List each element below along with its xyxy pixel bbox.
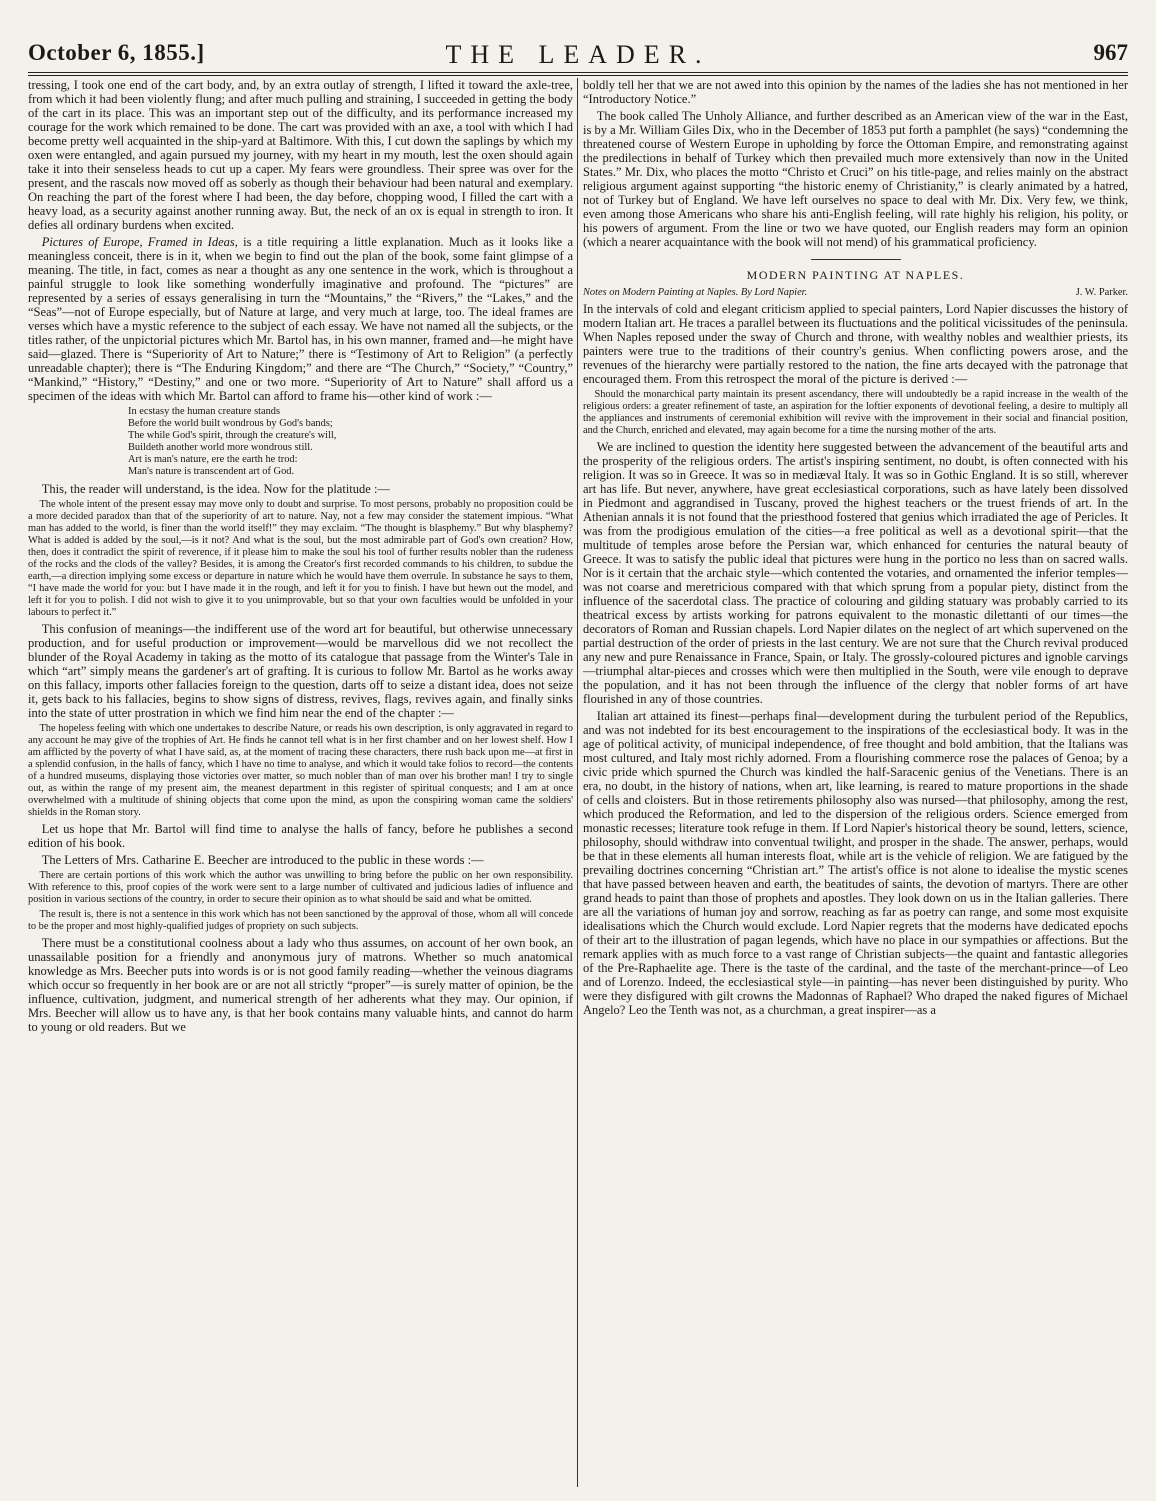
paragraph-intervals-of-criticism: In the intervals of cold and elegant criticism applied to special painters, Lord Napier discusses the history of modern Italian art. He traces a parallel between its fluctuations and the political vicissitudes of the peninsula. When Naples reposed under the sway of Church and throne, with wealthy nobles and wealthier priests, its painters were true to the traditions of their country's genius. When conflicting powers arose, and the revenues of the hierarchy were partially restored to the nation, the fine arts decayed with the patronage that encouraged them. From this retrospect the moral of the picture is derived :—	[583, 302, 1128, 386]
quote-monarchical-party: Should the monarchical party maintain its present ascendancy, there will undoubtedly be a rapid increase in the wealth of the religious orders: a greater refinement of taste, an aspiration for the loftier exponents of devotional feeling, a desire to multiply all the appliances and instruments of ceremonial exhibition will revive with the improvement in their social and financial position, and the Church, enriched and elevated, may again become for a time the nursing mother of the arts.	[583, 389, 1128, 436]
paragraph-italian-art: Italian art attained its finest—perhaps final—development during the turbulent period of the Republics, and was not indebted for its best encouragement to the inspirations of the ecclesiastical body. It was in the age of political activity, of municipal independence, of free thought and bold ambition, that the Italians was most cultured, and Italy most richly adorned. From a flourishing commerce rose the palaces of Genoa; by a civic pride which spurned the Church was kindled the half-Saracenic genius of the Venetians. There is an era, no doubt, in the history of nations, when art, like learning, is reared to mature proportions in the shade of cells and cloisters. But in those retirements philosophy also was nursed—that philosophy, among the rest, which produced the Reformation, and led to the dispersion of the religious orders. Science emerged from monastic recesses; literature took refuge in them. If Lord Napier's historical theory be sound, letters, science, philosophy, should withdraw into conventual twilight, and prosper in the shade. The answer, perhaps, would be that in these elements all human interests float, while art is the vehicle of religion. We are fatigued by the prevailing doctrines concerning “Christian art.” The artist's office is not alone to idealise the mystic scenes that have passed between heaven and earth, the beatitudes of saints, the devotion of martyrs. There are other grand heads to paint than those of prophets and apostles. They look down on us in the Italian galleries. There are all the variations of human joy and sorrow, reaching as far as poetry can range, and some most exquisite idealisations which the Church would exclude. Lord Napier regrets that the moderns have dedicated epochs of their art to the illustration of pagan legends, which have no place in our sympathies or affections. But the remark applies with as much force to a vast range of Christian subjects—the quaint and fantastic allegories of the Pre-Raphaelite age. There is the taste of the cardinal, and the taste of the merchant-prince—of Leo and of Lorenzo. Indeed, the ecclesiastical style—in painting—has never been distinguished by purity. Who were they disfigured with gilt crowns the Madonnas of Raphael? Who draped the naked figures of Michael Angelo? Leo the Tenth was not, as a churchman, a great inspirer—as a	[583, 709, 1128, 1017]
quote-hopeless-feeling: The hopeless feeling with which one undertakes to describe Nature, or reads his own description, is only aggravated in regard to any account he may give of the trophies of Art. He finds he cannot tell what is in her first chamber and on her lowest shelf. How I am afflicted by the poverty of what I have said, as, at the moment of tracing these characters, there rush back upon me—at first in a splendid confusion, in the halls of fancy, which I have no time to analyse, and which it would take folios to record—the contents of a hundred museums, displaying those victories over matter, so much nobler than of man over his brother man! I try to single out, as within the range of my present aim, the meanest department in this register of spiritual conquests; and I am at once overwhelmed with a multitude of shining objects that come upon the mind, as upon the conspiring woman came the soldiers' shields in the Roman story.	[28, 723, 573, 818]
column-divider	[577, 78, 578, 1487]
page-number: 967	[1093, 40, 1128, 65]
paragraph-halls-of-fancy: Let us hope that Mr. Bartol will find time to analyse the halls of fancy, before he publishes a second edition of his book.	[28, 822, 573, 850]
paragraph-oxen-cart: tressing, I took one end of the cart body, and, by an extra outlay of strength, I lifted it toward the axle-tree, from which it had been violently flung; and after much pulling and straining, I succeeded in getting the body of the cart in its place. This was an important step out of the difficulty, and its performance increased my courage for the work which remained to be done. The cart was provided with an axe, a tool with which I had become pretty well acquainted in the ship-yard at Baltimore. With this, I cut down the saplings by which my oxen were entangled, and again pursued my journey, with my heart in my mouth, lest the oxen should again take it into their senseless heads to cut up a caper. My fears were groundless. Their spree was over for the present, and the rascals now moved off as soberly as though their behaviour had been natural and exemplary. On reaching the part of the forest where I had been, the day before, chopping wood, I filled the cart with a heavy load, as a security against another running away. But, the neck of an ox is equal in strength to iron. It defies all ordinary burdens when excited.	[28, 78, 573, 232]
paragraph-pictures-of-europe: Pictures of Europe, Framed in Ideas, is a title requiring a little explanation. Much as it looks like a meaningless conceit, there is in it, when we begin to find out the plan of the book, some faint glimpse of a meaning. The title, in fact, comes as near a thought as any one sentence in the work, which is throughout a painful struggle to look like something wonderfully imaginative and profound. The “pictures” are represented by a series of essays generalising in turn the “Mountains,” the “Rivers,” the “Lakes,” and the “Seas”—not of Europe especially, but of Nature at large, and very much at large, too. The ideal frames are verses which have a mystic reference to the subject of each essay. We have not named all the subjects, or the titles rather, of the unpictorial pictures which Mr. Bartol has, in his own manner, framed and—he might have said—glazed. There is “Superiority of Art to Nature;” there is “Testimony of Art to Religion” (a perfectly unreadable chapter); there is “The Enduring Kingdom;” and there are “The Church,” “Society,” “Country,” “Mankind,” “History,” “Destiny,” and one or two more. “Superiority of Art to Nature” shall afford us a specimen of the ideas with which Mr. Bartol can afford to frame his—other kind of work :—	[28, 235, 573, 403]
poem-line: Buildeth another world more wondrous still.	[128, 442, 313, 453]
paragraph-question-identity: We are inclined to question the identity here suggested between the advancement of the beautiful arts and the prosperity of the religious orders. The artist's inspiring sentiment, no doubt, is often connected with his religion. It was so in Greece. It was so in mediæval Italy. It was so in Gothic England. It is so still, wherever art has life. But never, anywhere, have great ecclesiastical corporations, such as have lately been dissolved in Piedmont and aggrandised in Tuscany, proved the highest teachers or the truest friends of art. In the Athenian annals it is not found that the priesthood fostered that genius which irradiated the age of Pericles. It was from the prodigious emulation of the cities—a free political as well as a devotional spirit—that the multitude of temples arose before the Persian war, which enhanced for centuries the natural beauty of Greece. It was to satisfy the public ideal that pictures were hung in the portico no less than on sacred walls. Nor is it certain that the archaic style—which contented the votaries, and ornamented the inferior temples—was not coarse and meretricious compared with that which sprung from a popular piety, distinct from the influence of the sacerdotal class. The practice of colouring and gilding statuary was probably carried to its theatrical excess by artists working for patrons equivalent to the monastic dilettanti of our times—the decorators of Roman and Russian chapels. Lord Napier dilates on the neglect of art which supervened on the partial destruction of the order of priests in the last century. We are not sure that the Church revival produced any new and pure Renaissance in France, Spain, or Italy. The grossly-coloured pictures and ignoble carvings—triumphal altar-pieces and crosses which were then multiplied in the South, were vile enough to deprave the population, and it has not been through the influence of the clergy that nobler forms of art have flourished in any of those countries.	[583, 440, 1128, 706]
paragraph-confusion-of-meanings: This confusion of meanings—the indifferent use of the word art for beautiful, but otherwise unnecessary production, and for useful production or improvement—would be marvellous did we not recollect the blunder of the Royal Academy in taking as the motto of its catalogue that passage from the Winter's Tale in which “art” simply means the gardener's art of grafting. It is curious to follow Mr. Bartol as he works away on this fallacy, imports other fallacies foreign to the question, darts off to seize a distant idea, does not seize it, gets back to his fallacies, begins to show signs of distress, revives, flags, revives again, and finally sinks into the state of utter prostration in which we find him near the end of the chapter :—	[28, 622, 573, 720]
paragraph-constitutional-coolness: There must be a constitutional coolness about a lady who thus assumes, on account of her own book, an unassailable position for a friendly and anonymous jury of matrons. Whether so much anatomical knowledge as Mrs. Beecher puts into words is or is not good family reading—whether the veinous diagrams which occur so frequently in her book are or are not all strictly “proper”—is surely matter of opinion, be the influence, cultivation, judgment, and numerical strength of her adherents what they may. Our opinion, if Mrs. Beecher will allow us to have any, is that her book contains many valuable hints, and cannot do harm to young or old readers. But we	[28, 936, 573, 1034]
issue-date: October 6, 1855.]	[28, 40, 205, 65]
header-rule-double	[28, 75, 1128, 76]
masthead	[28, 40, 1128, 70]
right-column	[583, 78, 1128, 1491]
poem-line: Man's nature is transcendent art of God.	[128, 466, 295, 477]
review-publisher: J. W. Parker.	[1075, 287, 1128, 298]
paragraph-boldly-tell: boldly tell her that we are not awed into this opinion by the names of the ladies she has not mentioned in her “Introductory Notice.”	[583, 78, 1128, 106]
section-heading-modern-painting: MODERN PAINTING AT NAPLES.	[746, 268, 965, 282]
newspaper-title: THE LEADER.	[445, 40, 711, 69]
header-rule	[28, 72, 1128, 73]
quote-superiority-of-art: The whole intent of the present essay may move only to doubt and surprise. To most persons, probably no proposition could be a more decided paradox than that of the superiority of art to nature. Nay, not a few may consider the statement impious. “What man has added to the world, is finer than the world itself!” they may exclaim. “The thought is blasphemy.” But why blasphemy? What is added is added by the soul,—is it not? And what is the soul, but the most admirable part of God's own creation? How, then, does it contradict the spirit of reverence, if it please him to make the soul his tool of further results nobler than the rudeness of the rocks and the clods of the valley? Besides, it is among the Creator's first recorded commands to his children, to subdue the earth,—a direction implying some excess or departure in nature which he would have them overrule. In substance he says to them, “I have made the world for you: but I have made it in the rough, and left it for you to finish. I have but hewn out the model, and left it for you to polish. I did not wish to give it to you unimprovable, but so that your own faculties would be unfolded in your labours to perfect it.”	[28, 499, 573, 618]
book-title-pictures-of-europe: Pictures of Europe, Framed in Ideas,	[41, 235, 238, 249]
poem-line: In ecstasy the human creature stands	[128, 406, 281, 417]
review-citation	[583, 287, 1128, 300]
poem-line: Art is man's nature, ere the earth he trod:	[128, 454, 298, 465]
poem-line: Before the world built wondrous by God's bands;	[128, 418, 333, 429]
review-book-title: Notes on Modern Painting at Naples. By Lord Napier.	[583, 287, 808, 298]
section-divider-rule	[811, 259, 901, 260]
paragraph-beecher-letters: The Letters of Mrs. Catharine E. Beecher are introduced to the public in these words :—	[41, 853, 484, 867]
quote-beecher-2: The result is, there is not a sentence in this work which has not been sanctioned by the approval of those, whom all will concede to be the proper and most highly-qualified judges of propriety on such subjects.	[28, 909, 573, 932]
left-column	[28, 78, 573, 1491]
poem-quote	[128, 406, 573, 478]
paragraph-unholy-alliance: The book called The Unholy Alliance, and further described as an American view of the war in the East, is by a Mr. William Giles Dix, who in the December of 1853 put forth a pamphlet (he says) “condemning the threatened course of Western Europe in upholding by force the Ottoman Empire, and remonstrating against the predilections in behalf of Turkey which then prevailed much more extensively than now in the United States.” Mr. Dix, who places the motto “Christo et Cruci” on his title-page, and relies mainly on the abstract religious argument against supporting “the historic enemy of Christianity,” is clearly animated by a hatred, not of Turkey but of England. We have left ourselves no space to deal with Mr. Dix. Very few, we think, even among those Americans who share his anti-English feeling, will rate highly his religion, his polity, or his powers of argument. From the line or two we have quoted, our English readers may form an opinion (which a nearer acquaintance with the book will not mend) of his grammatical proficiency.	[583, 109, 1128, 249]
paragraph-platitude: This, the reader will understand, is the idea. Now for the platitude :—	[41, 482, 390, 496]
poem-line: The while God's spirit, through the creature's will,	[128, 430, 337, 441]
quote-beecher-1: There are certain portions of this work which the author was unwilling to bring before the public on her own responsibility. With reference to this, proof copies of the work were sent to a large number of cultivated and judicious ladies of influence and position in various sections of the country, in order to secure their opinion as to what should be said and what be omitted.	[28, 870, 573, 905]
